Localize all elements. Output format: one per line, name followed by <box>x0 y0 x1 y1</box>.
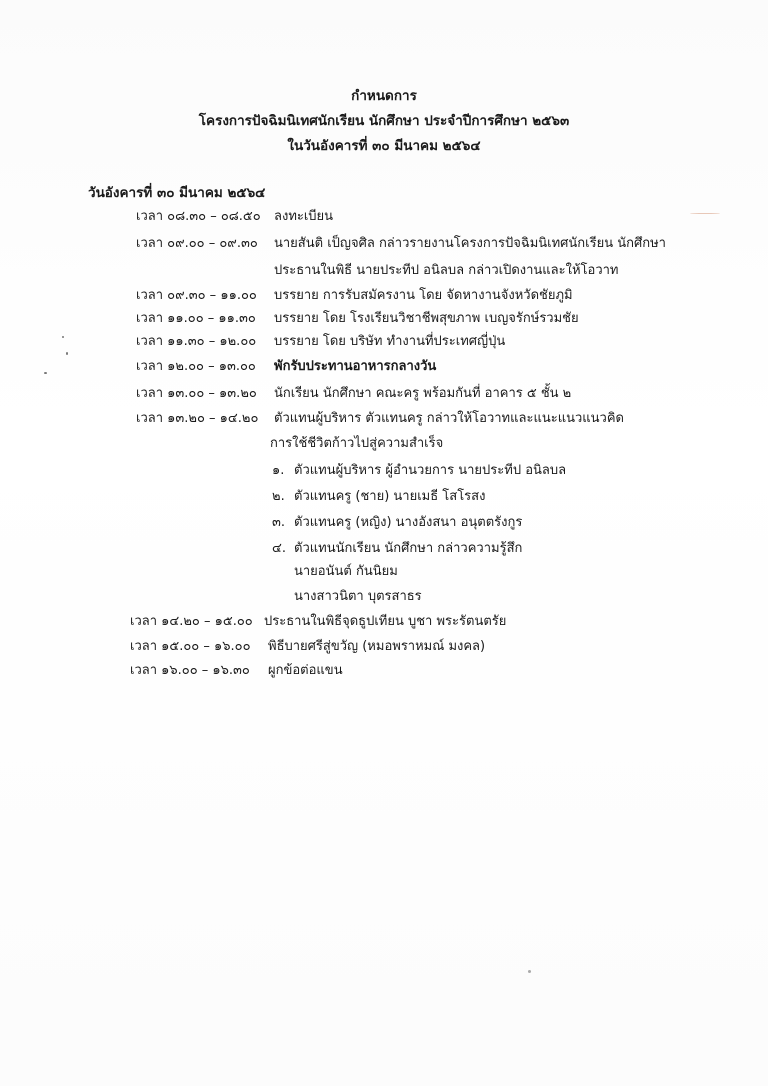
header-title: กำหนดการ <box>351 88 417 104</box>
schedule-time: เวลา ๐๘.๓๐ – ๐๘.๕๐ <box>136 209 261 224</box>
scan-speck <box>690 213 720 214</box>
speaker-number: ๔. <box>272 541 286 556</box>
scan-speck <box>44 372 47 374</box>
speaker-text: ตัวแทนครู (ชาย) นายเมธี โสโรสง <box>294 489 486 504</box>
schedule-time: เวลา ๑๒.๐๐ – ๑๓.๐๐ <box>136 359 256 374</box>
schedule-desc: ตัวแทนผู้บริหาร ตัวแทนครู กล่าวให้โอวาทและแนะแนวแนวคิด <box>274 411 624 426</box>
schedule-desc-continued: ประธานในพิธี นายประทีป อนิลบล กล่าวเปิดงานและให้โอวาท <box>274 263 619 278</box>
schedule-time: เวลา ๑๔.๒๐ – ๑๕.๐๐ <box>130 614 253 629</box>
schedule-time: เวลา ๑๖.๐๐ – ๑๖.๓๐ <box>130 663 250 678</box>
schedule-desc: บรรยาย โดย โรงเรียนวิชาชีพสุขภาพ เบญจรักษ์รวมชัย <box>274 311 579 326</box>
header-date: ในวันอังคารที่ ๓๐ มีนาคม ๒๕๖๔ <box>287 138 481 154</box>
schedule-time: เวลา ๑๑.๐๐ – ๑๑.๓๐ <box>136 311 256 326</box>
speaker-number: ๓. <box>272 515 286 530</box>
schedule-desc: ลงทะเบียน <box>274 209 334 224</box>
schedule-desc: บรรยาย โดย บริษัท ทำงานที่ประเทศญี่ปุ่น <box>274 334 506 349</box>
student-name: นายอนันต์ กันนิยม <box>294 564 398 579</box>
schedule-time: เวลา ๑๓.๐๐ – ๑๓.๒๐ <box>136 386 257 401</box>
schedule-time: เวลา ๐๙.๓๐ – ๑๑.๐๐ <box>136 288 257 303</box>
speaker-number: ๑. <box>272 463 285 478</box>
scan-speck <box>62 336 64 338</box>
speaker-text: ตัวแทนนักเรียน นักศึกษา กล่าวความรู้สึก <box>294 541 523 556</box>
schedule-desc: ประธานในพิธีจุดธูปเทียน บูชา พระรัตนตรัย <box>264 614 507 629</box>
schedule-desc: พักรับประทานอาหารกลางวัน <box>274 359 437 374</box>
schedule-desc: นายสันติ เป็ญจศิล กล่าวรายงานโครงการปัจฉิมนิเทศนักเรียน นักศึกษา <box>274 236 666 251</box>
schedule-desc: นักเรียน นักศึกษา คณะครู พร้อมกันที่ อาคาร ๕ ชั้น ๒ <box>274 386 572 401</box>
student-name: นางสาวนิตา บุตรสาธร <box>294 589 422 604</box>
speaker-number: ๒. <box>272 489 285 504</box>
speaker-text: ตัวแทนผู้บริหาร ผู้อำนวยการ นายประทีป อนิลบล <box>294 463 567 478</box>
schedule-time: เวลา ๐๙.๐๐ – ๐๙.๓๐ <box>136 236 258 251</box>
header-project: โครงการปัจฉิมนิเทศนักเรียน นักศึกษา ประจำปีการศึกษา ๒๕๖๓ <box>198 113 570 129</box>
document-header <box>0 84 768 159</box>
scan-speck <box>66 352 68 355</box>
date-heading: วันอังคารที่ ๓๐ มีนาคม ๒๕๖๔ <box>88 185 266 201</box>
schedule-desc: ผูกข้อต่อแขน <box>268 663 343 678</box>
scan-speck <box>528 970 531 973</box>
schedule-desc-continued: การใช้ชีวิตก้าวไปสู่ความสำเร็จ <box>270 436 444 451</box>
schedule-time: เวลา ๑๕.๐๐ – ๑๖.๐๐ <box>130 639 251 654</box>
schedule-time: เวลา ๑๓.๒๐ – ๑๔.๒๐ <box>136 411 259 426</box>
speaker-text: ตัวแทนครู (หญิง) นางอังสนา อนุตตรังกูร <box>294 515 523 530</box>
schedule-time: เวลา ๑๑.๓๐ – ๑๒.๐๐ <box>136 334 257 349</box>
schedule-desc: บรรยาย การรับสมัครงาน โดย จัดหางานจังหวัดชัยภูมิ <box>274 288 573 303</box>
schedule-desc: พิธีบายศรีสู่ขวัญ (หมอพราหมณ์ มงคล) <box>268 639 486 654</box>
